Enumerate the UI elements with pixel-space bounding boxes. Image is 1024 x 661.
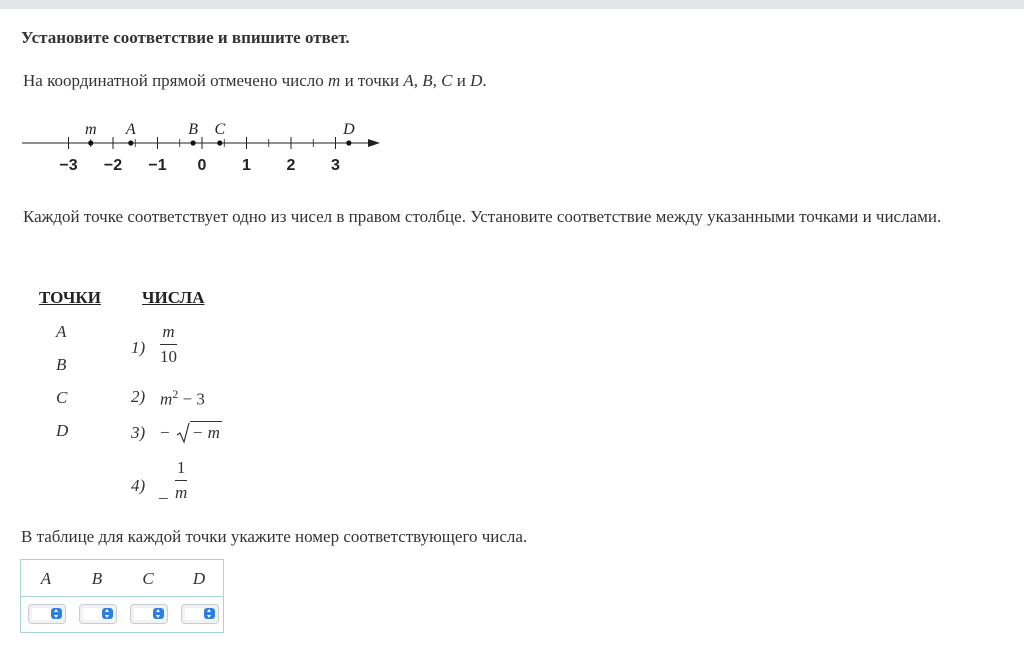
top-bar (0, 0, 1024, 9)
select-stepper-icon (102, 608, 113, 619)
points-header: ТОЧКИ (39, 288, 101, 307)
option-2-expression (160, 387, 205, 410)
point-c-dot (217, 140, 222, 145)
option-4-numerator: 1 (175, 458, 187, 481)
intro-point-d: D (470, 71, 483, 90)
point-a-dot (128, 140, 133, 145)
point-label-a: A (56, 322, 67, 341)
answer-header-c: C (142, 569, 154, 588)
tick-label: 0 (197, 157, 207, 174)
answer-table (20, 559, 224, 633)
answer-select-d[interactable] (181, 604, 219, 624)
task-title: Установите соответствие и впишите ответ. (21, 28, 350, 47)
sqrt-icon (176, 422, 190, 444)
point-d-label: D (343, 121, 355, 138)
select-stepper-icon (153, 608, 164, 619)
number-line-arrow (368, 139, 380, 147)
point-m-dot (88, 140, 93, 145)
answer-select-c[interactable] (130, 604, 168, 624)
point-b-dot (191, 140, 196, 145)
option-1-number: 1) (131, 338, 146, 357)
point-label-c: C (56, 388, 68, 407)
option-2-number: 2) (131, 387, 146, 406)
point-label-b: B (56, 355, 67, 374)
select-stepper-icon (51, 608, 62, 619)
answer-instruction: В таблице для каждой точки укажите номер соответствующего числа. (21, 527, 528, 546)
point-a-label: A (125, 121, 136, 138)
answer-table-divider (21, 596, 223, 597)
option-2-exponent: 2 (172, 387, 179, 401)
number-line (0, 110, 400, 180)
option-1-denominator: 10 (160, 347, 177, 366)
tick-label: −2 (103, 157, 123, 174)
tick-label: 1 (242, 157, 251, 174)
intro-points: A, B, C (403, 71, 453, 90)
intro-text-mid: и точки (344, 71, 400, 90)
option-1-fraction (160, 322, 177, 367)
tick-label: −1 (148, 157, 167, 174)
answer-header-d: D (192, 569, 206, 588)
task-intro (23, 71, 487, 91)
option-4-fraction (175, 458, 187, 503)
option-2-rest: − 3 (182, 389, 205, 409)
option-4-number: 4) (131, 476, 146, 495)
numbers-header: ЧИСЛА (142, 288, 205, 307)
point-label-d: D (56, 421, 69, 440)
answer-select-b[interactable] (79, 604, 117, 624)
point-d-dot (346, 140, 351, 145)
option-1-numerator: m (160, 322, 177, 345)
point-c-label: C (214, 121, 226, 138)
option-3-number: 3) (131, 423, 146, 442)
answer-select-a[interactable] (28, 604, 66, 624)
option-3-radicand: − m (191, 423, 220, 442)
intro-end: . (482, 71, 487, 90)
instruction-text: Каждой точке соответствует одно из чисел в правом столбце. Установите соответствие между указанными точками и числами. (23, 207, 942, 226)
point-m-label: m (84, 121, 97, 138)
tick-label: −3 (59, 157, 78, 174)
answer-header-a: A (40, 569, 52, 588)
intro-var-m: m (328, 71, 341, 90)
intro-text: На координатной прямой отмечено число (23, 71, 324, 90)
tick-label: 3 (331, 157, 340, 174)
option-3-expression (160, 422, 222, 444)
intro-and: и (456, 71, 466, 90)
select-stepper-icon (204, 608, 215, 619)
answer-header-b: B (91, 569, 103, 588)
tick-label: 2 (286, 157, 296, 174)
option-4-trail: _ (159, 482, 168, 501)
option-2-base: m (160, 389, 173, 409)
point-b-label: B (188, 121, 198, 138)
option-3-sign: − (160, 423, 170, 442)
option-4-denominator: m (175, 483, 188, 502)
